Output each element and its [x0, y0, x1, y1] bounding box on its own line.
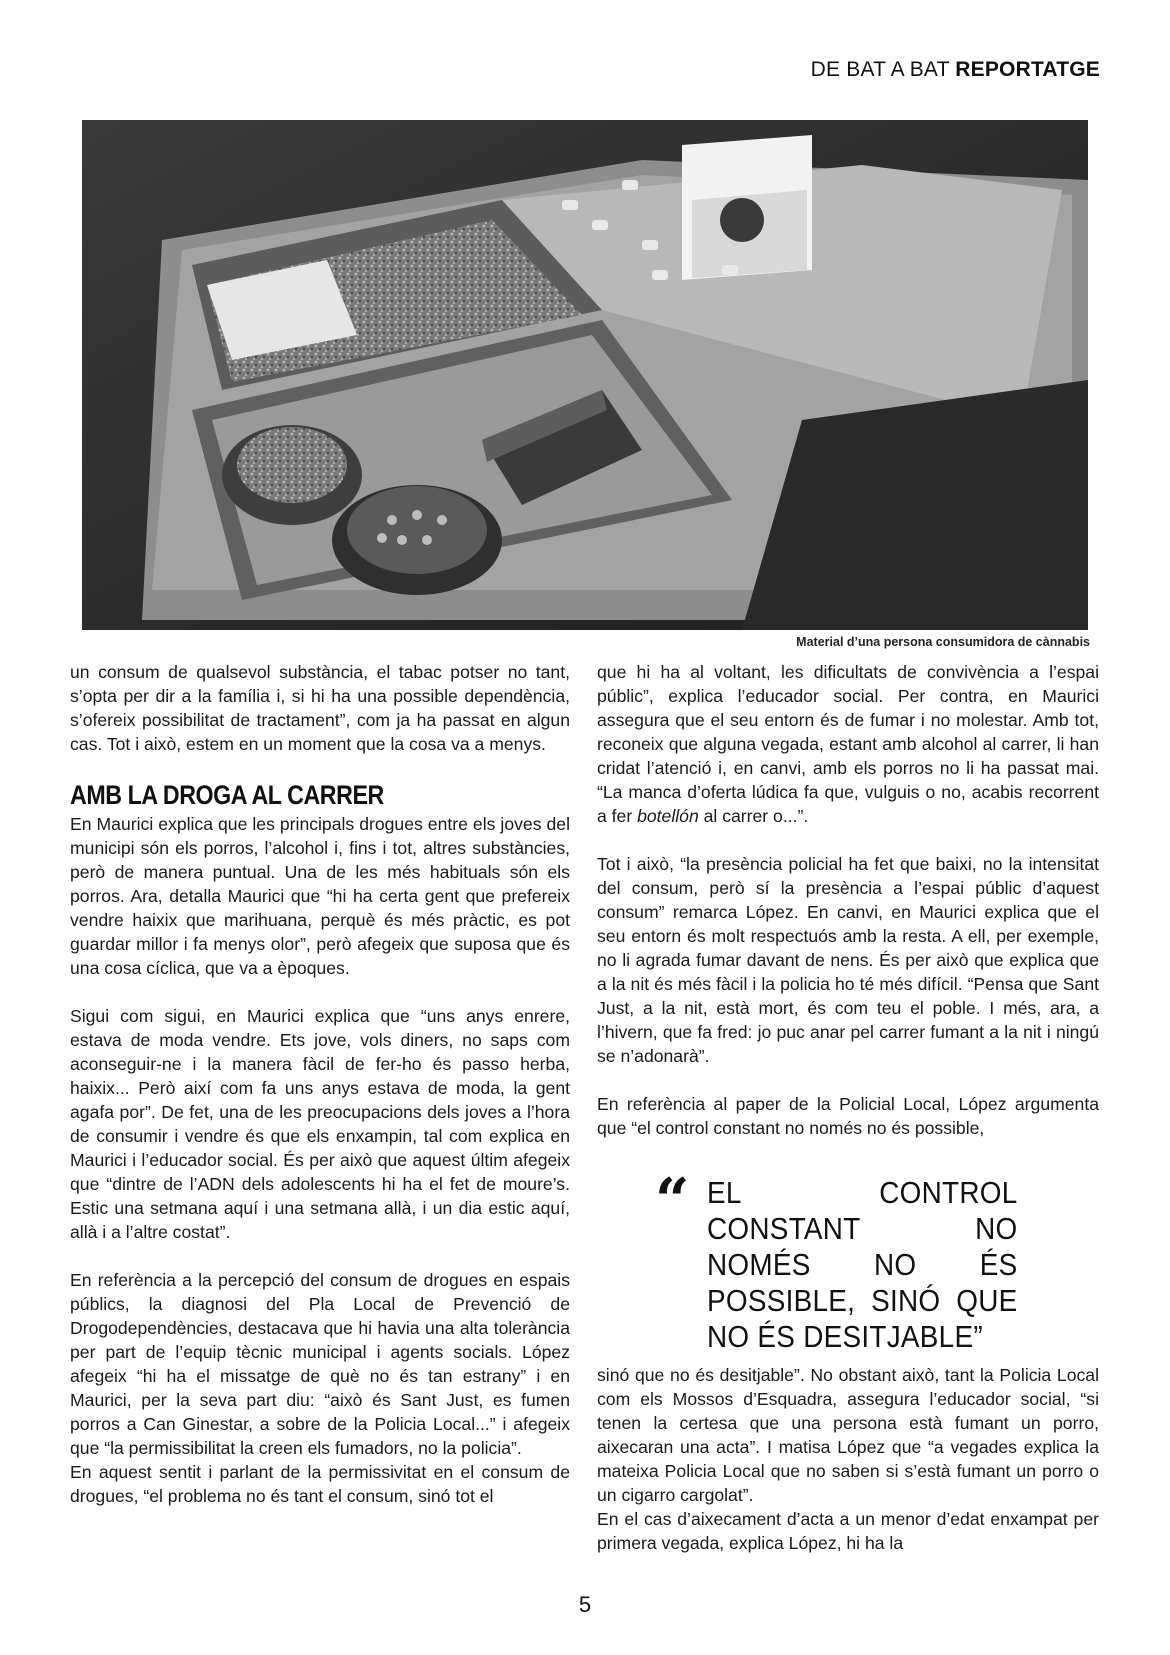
section-subheading: AMB LA DROGA AL CARRER	[70, 780, 384, 810]
left-paragraph-2: En Maurici explica que les principals drogues entre els joves del municipi són els porros, l’alcohol i, fins i tot, altres substàncies, però de manera puntual. Una de les més habituals són els porros. Ara, detalla Maurici que “hi ha certa gent que prefereix vendre haixix que marihuana, perquè és més pràctic, es pot guardar millor i fa menys olor”, però afegeix que suposa que és una cosa cíclica, que va a èpoques.	[70, 814, 570, 978]
right-column	[597, 660, 1099, 1164]
right-paragraph-4: sinó que no és desitjable”. No obstant això, tant la Policia Local com els Mossos d’Esquadra, assegura l’educador social, “si tenen la certesa que una persona està fumant un porro, aixecaran una acta”. I matisa López que “a vegades explica la mateixa Policia Local que no saben si s’està fumant un porro o un cigarro cargolat”.	[597, 1365, 1099, 1505]
photo-caption: Material d’una persona consumidora de cànnabis	[796, 635, 1090, 649]
photo-illustration	[82, 120, 1088, 630]
left-paragraph-4: En referència a la percepció del consum de drogues en espais públics, la diagnosi del Pla Local de Prevenció de Drogodependències, destacava que hi havia una alta tolerància per part de l’equip tècnic municipal i agents socials. López afegeix “hi ha el missatge de què no és tan estrany” i en Maurici, per la seva part diu: “això és Sant Just, es fumen porros a Can Ginestar, a sobre de la Policia Local...” i afegeix que “la permissibilitat la creen els fumadors, no la policia”.	[70, 1270, 570, 1458]
header-section: DE BAT A BAT	[810, 58, 950, 81]
right-paragraph-3: En referència al paper de la Policial Local, López argumenta que “el control constant no només no és possible,	[597, 1094, 1099, 1138]
running-header	[811, 58, 1100, 82]
right-paragraph-2: Tot i això, “la presència policial ha fet que baixi, no la intensitat del consum, però sí la presència a l’espai públic d’aquest consum” remarca López. En canvi, en Maurici explica que el seu entorn és molt respectuós amb la resta. A ell, per exemple, no li agrada fumar davant de nens. És per això que explica que a la nit és més fàcil i la policia ho té més difícil. “Pensa que Sant Just, a la nit, està mort, és com teu el poble. I més, ara, a l’hivern, que fa fred: jo puc anar pel carrer fumant a la nit i ningú se n’adonarà”.	[597, 854, 1099, 1066]
right-column-continued	[597, 1363, 1099, 1555]
left-paragraph-3: Sigui com sigui, en Maurici explica que “uns anys enrere, estava de moda vendre. Ets jove, vols diners, no saps com aconseguir-ne i la manera fàcil de fer-ho és passo herba, haixix... Però així com fa uns anys estava de moda, la gent agafa por”. De fet, una de les preocupacions dels joves a l’hora de consumir i vendre és que els enxampin, tal com explica en Maurici i l’educador social. És per això que aquest últim afegeix que “dintre de l’ADN dels adolescents hi ha el fet de moure’s. Estic una setmana aquí i una setmana allà, i un dia estic aquí, allà i a l’altre costat”.	[70, 1006, 570, 1242]
quote-mark-icon: “	[655, 1166, 690, 1236]
pull-quote-text: EL CONTROL CONSTANT NO NOMÉS NO ÉS POSSIBLE, SINÓ QUE NO ÉS DESITJABLE”	[707, 1175, 1018, 1354]
left-column	[70, 660, 570, 1508]
page-number: 5	[578, 1592, 592, 1617]
right-paragraph-1	[597, 660, 1099, 828]
right-paragraph-5: En el cas d’aixecament d’acta a un menor d’edat enxampat per primera vegada, explica López, hi ha la	[597, 1509, 1099, 1553]
article-photo	[82, 120, 1088, 630]
right-paragraph-1-end: al carrer o...”.	[698, 806, 809, 826]
left-paragraph-1: un consum de qualsevol substància, el tabac potser no tant, s’opta per dir a la família i, si hi ha una possible dependència, s’ofereix possibilitat de tractament”, com ja ha passat en algun cas. Tot i això, estem en un moment que la cosa va a menys.	[70, 662, 570, 754]
left-paragraph-5: En aquest sentit i parlant de la permissivitat en el consum de drogues, “el problema no és tant el consum, sinó tot el	[70, 1462, 570, 1506]
right-paragraph-1-text: que hi ha al voltant, les dificultats de convivència a l’espai públic”, explica l’educador social. Per contra, en Maurici assegura que el seu entorn és de fumar i no molestar. Amb tot, reconeix que alguna vegada, estant amb alcohol al carrer, li han cridat l’atenció i, en canvi, amb els porros no li ha passat mai. “La manca d’oferta lúdica fa que, vulguis o no, acabis recorrent a fer	[597, 662, 1099, 826]
header-category: REPORTATGE	[955, 58, 1100, 81]
italic-term: botellón	[637, 806, 699, 826]
